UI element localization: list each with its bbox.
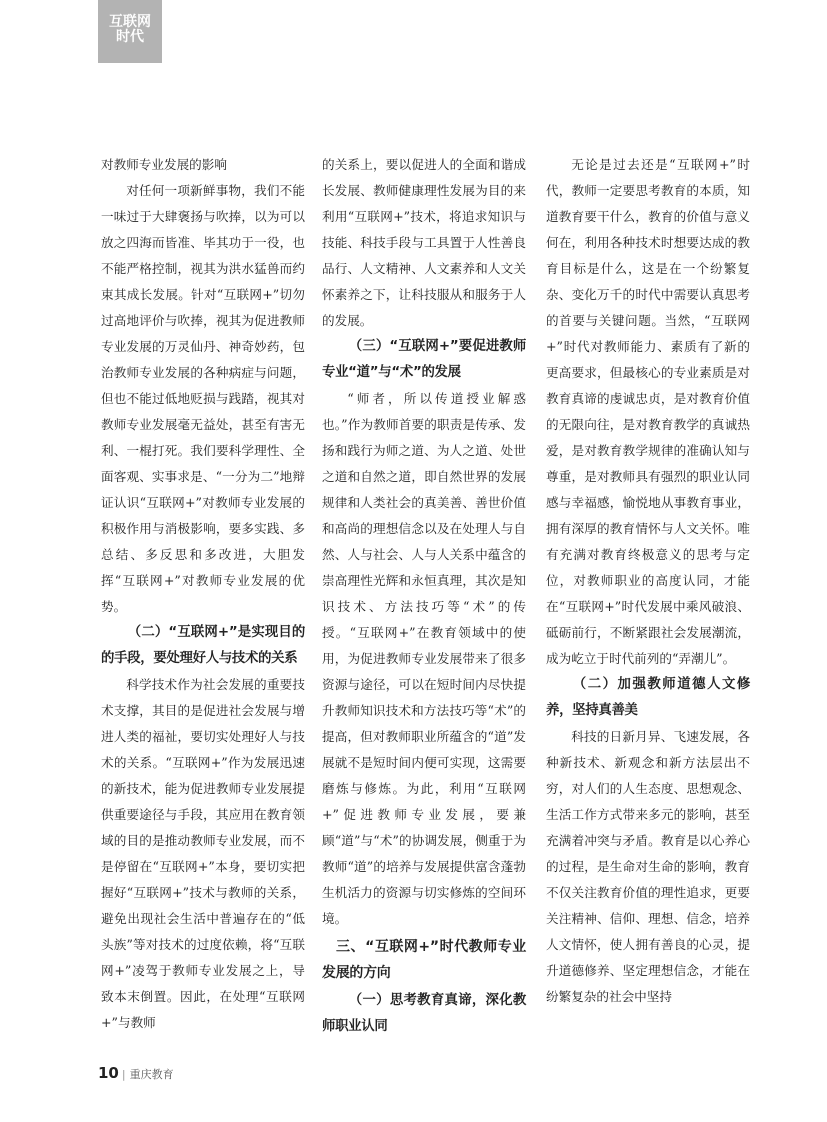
section-heading: （一）思考教育真谛，深化教师职业认同 bbox=[322, 993, 526, 1034]
section-heading: （二）“互联网+”是实现目的的手段，要处理好人与技术的关系 bbox=[101, 625, 305, 666]
paragraph: 对教师专业发展的影响 bbox=[101, 157, 227, 172]
paragraph: “师者，所以传道授业解惑也。”作为教师首要的职责是传承、发扬和践行为师之道、为人之道、处世之道和自然之道，即自然世界的发展规律和人类社会的真美善、善世价值和高尚的理想信念以及在处理人与自然、人与社会、人与人关系中蕴含的崇高理性光辉和永恒真理，其次是知识技术、方法技巧等“术”的传授。“互联网+”在教育领域中的使用，为促进教师专业发展带来了很多资源与途径，可以在短时间内尽快提升教师知识技术和方法技巧等“术”的提高，但对教师职业所蕴含的“道”发展就不是短时间内便可实现，这需要磨炼与修炼。为此，利用“互联网+”促进教师专业发展，要兼顾“道”与“术”的协调发展，侧重于为教师“道”的培养与发展提供富含蓬勃生机活力的资源与切实修炼的空间环境。 bbox=[322, 391, 526, 926]
paragraph: 科技的日新月异、飞速发展，各种新技术、新观念和新方法层出不穷，对人们的人生态度、思想观念、生活工作方式带来多元的影响，甚至充满着冲突与矛盾。教育是以心养心的过程，是生命对生命的影响，教育不仅关注教育价值的理性追求，更要关注精神、信仰、理想、信念，培养人文情怀，使人拥有善良的心灵，提升道德修养、坚定理想信念，才能在纷繁复杂的社会中坚持 bbox=[546, 729, 750, 1004]
section-badge bbox=[98, 0, 162, 63]
page-footer bbox=[98, 1064, 174, 1084]
text-column-1 bbox=[101, 152, 305, 1036]
footer-separator: | bbox=[121, 1068, 126, 1081]
text-column-2 bbox=[322, 152, 526, 1040]
paragraph: 对任何一项新鲜事物，我们不能一味过于大肆褒扬与吹捧，以为可以放之四海而皆准、毕其功于一役，也不能严格控制，视其为洪水猛兽而约束其成长发展。针对“互联网+”切勿过高地评价与吹捧，视其为促进教师专业发展的万灵仙丹、神奇妙药，包治教师专业发展的各种病症与问题，但也不能过低地贬损与践踏，视其对教师专业发展毫无益处，甚至有害无利、一棍打死。我们要科学理性、全面客观、实事求是、“一分为二”地辩证认识“互联网+”对教师专业发展的积极作用与消极影响，要多实践、多总结、多反思和多改进，大胆发挥“互联网+”对教师专业发展的优势。 bbox=[101, 183, 305, 614]
page-number: 10 bbox=[98, 1064, 119, 1082]
paragraph: 的关系上，要以促进人的全面和谐成长发展、教师健康理性发展为目的来利用“互联网+”技术，将追求知识与技能、科技手段与工具置于人性善良品行、人文精神、人文素养和人文关怀素养之下，让科技服从和服务于人的发展。 bbox=[322, 157, 526, 328]
paragraph: 无论是过去还是“互联网+”时代，教师一定要思考教育的本质，知道教育要干什么，教育的价值与意义何在，利用各种技术时想要达成的教育目标是什么，这是在一个纷繁复杂、变化万千的时代中需要认真思考的首要与关键问题。当然，“互联网+”时代对教师能力、素质有了新的更高要求，但最核心的专业素质是对教育真谛的虔诚忠贞，是对教育价值的无限向往，是对教育教学的真诚热爱，是对教育教学规律的准确认知与尊重，是对教师具有强烈的职业认同感与幸福感，愉悦地从事教育事业，拥有深厚的教育情怀与人文关怀。唯有充满对教育终极意义的思考与定位，对教师职业的高度认同，才能在“互联网+”时代发展中乘风破浪、砥砺前行，不断紧跟社会发展潮流，成为屹立于时代前列的“弄潮儿”。 bbox=[546, 157, 750, 666]
badge-line-1: 互联网 bbox=[109, 14, 151, 30]
chapter-heading: 三、“互联网+”时代教师专业发展的方向 bbox=[322, 939, 526, 981]
text-column-3 bbox=[546, 152, 750, 1010]
section-heading: （二）加强教师道德人文修养，坚持真善美 bbox=[546, 677, 750, 718]
badge-line-2: 时代 bbox=[116, 29, 144, 45]
paragraph: 科学技术作为社会发展的重要技术支撑，其目的是促进社会发展与增进人类的福祉，要切实处理好人与技术的关系。“互联网+”作为发展迅速的新技术，能为促进教师专业发展提供重要途径与手段，其应用在教育领域的目的是推动教师专业发展，而不是停留在“互联网+”本身，要切实把握好“互联网+”技术与教师的关系，避免出现社会生活中普遍存在的“低头族”等对技术的过度依赖，将“互联网+”凌驾于教师专业发展之上，导致本末倒置。因此，在处理“互联网+”与教师 bbox=[101, 677, 305, 1030]
section-heading: （三）“互联网+”要促进教师专业“道”与“术”的发展 bbox=[322, 339, 526, 380]
journal-name: 重庆教育 bbox=[129, 1068, 174, 1081]
